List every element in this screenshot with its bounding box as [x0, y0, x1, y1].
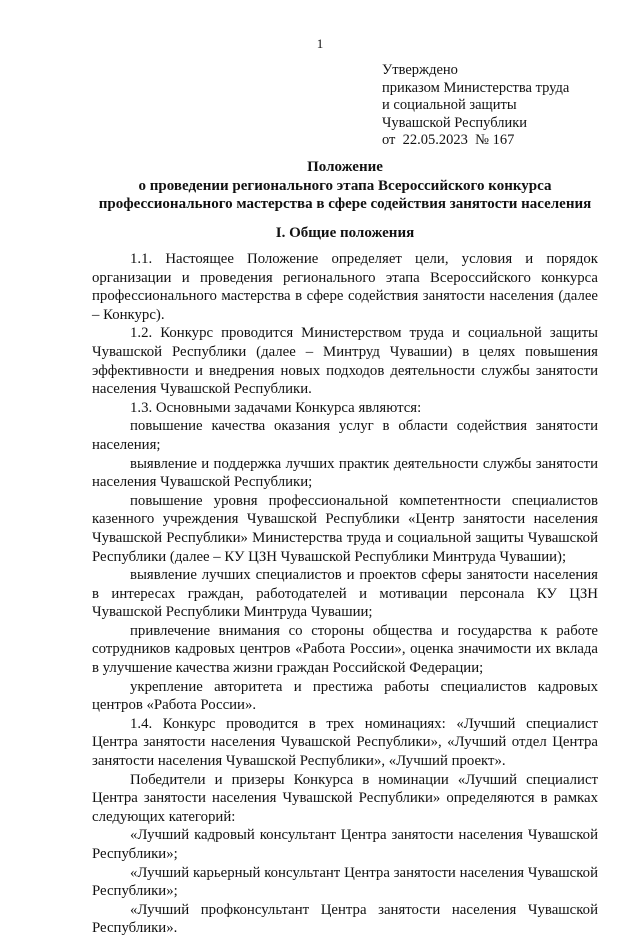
- title-line: Положение: [307, 159, 383, 175]
- approval-line: Утверждено: [382, 62, 458, 78]
- page-number: 1: [316, 36, 324, 51]
- approval-line: и социальной защиты: [382, 97, 517, 113]
- paragraph: 1.3. Основными задачами Конкурса являются:: [130, 399, 422, 416]
- paragraph: привлечение внимания со стороны общества и государства к работе сотрудников кадровых центров «Работа России», оценка значимости их вклада в улучшение качества жизни граждан Российской Федерации;: [92, 622, 598, 677]
- approval-line: приказом Министерства труда: [382, 79, 570, 96]
- paragraph: повышение уровня профессиональной компетентности специалистов казенного учреждения Чувашской Республики «Центр занятости населения Чувашской Республики» Министерства труда и социальной защиты Чувашской Республики (далее – КУ ЦЗН Чувашской Республики Минтруда Чувашии);: [92, 492, 598, 565]
- paragraph: «Лучший карьерный консультант Центра занятости населения Чувашской Республики»;: [92, 864, 598, 900]
- paragraph: «Лучший профконсультант Центра занятости населения Чувашской Республики».: [92, 901, 598, 937]
- paragraph: 1.1. Настоящее Положение определяет цели, условия и порядок организации и проведения регионального этапа Всероссийского конкурса профессионального мастерства в сфере содействия занятости населения (далее – Конкурс).: [92, 251, 598, 323]
- approval-line: Чувашской Республики: [382, 114, 528, 131]
- section-heading: I. Общие положения: [275, 225, 415, 241]
- title-line: профессионального мастерства в сфере содействия занятости населения: [98, 196, 592, 212]
- paragraph: Победители и призеры Конкурса в номинации «Лучший специалист Центра занятости населения Чувашской Республики» определяются в рамках следующих категорий:: [92, 771, 598, 825]
- approval-block: [382, 62, 569, 150]
- document-title: [60, 158, 630, 214]
- paragraph: повышение качества оказания услуг в области содействия занятости населения;: [92, 418, 598, 453]
- document-body: [92, 250, 598, 938]
- title-line: о проведении регионального этапа Всероссийского конкурса: [138, 177, 552, 194]
- approval-date-number: от 22.05.2023 № 167: [382, 132, 515, 148]
- paragraph: выявление лучших специалистов и проектов сферы занятости населения в интересах граждан, работодателей и мотивации персонала КУ ЦЗН Чувашской Республики Минтруда Чувашии;: [92, 567, 598, 621]
- paragraph: «Лучший кадровый консультант Центра занятости населения Чувашской Республики»;: [92, 827, 598, 862]
- paragraph: выявление и поддержка лучших практик деятельности службы занятости населения Чувашской Республики;: [92, 455, 598, 491]
- paragraph: укрепление авторитета и престижа работы специалистов кадровых центров «Работа России».: [92, 678, 598, 714]
- paragraph: 1.2. Конкурс проводится Министерством труда и социальной защиты Чувашской Республики (далее – Минтруд Чувашии) в целях повышения эффективности и внедрения новых подходов деятельности службы занятости населения Чувашской Республики.: [92, 325, 598, 398]
- paragraph: 1.4. Конкурс проводится в трех номинациях: «Лучший специалист Центра занятости населения Чувашской Республики», «Лучший отдел Центра занятости населения Чувашской Республики», «Лучший проект».: [92, 715, 598, 770]
